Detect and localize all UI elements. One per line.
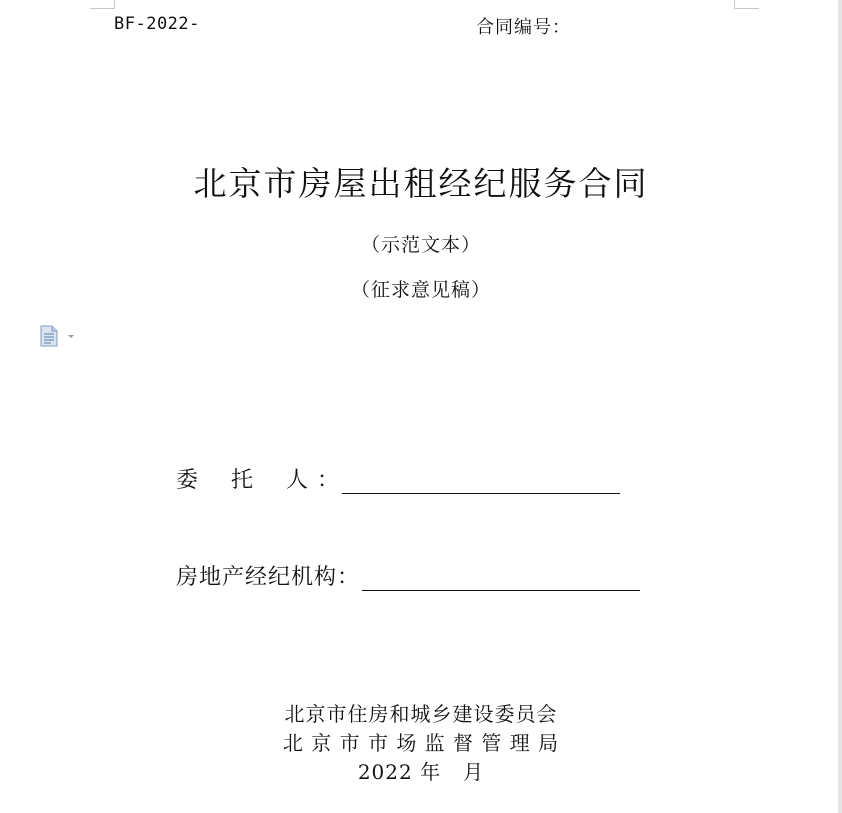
issuer-housing-commission: 北京市住房和城乡建设委员会 (284, 702, 558, 726)
page-corner-mark-top-right (734, 0, 759, 9)
contract-number-label: 合同编号： (476, 17, 571, 38)
document-paste-options-icon[interactable] (40, 325, 80, 347)
page-corner-mark-top-left (90, 0, 115, 9)
issue-date: 2022 年 月 (357, 760, 485, 784)
client-label: 委 托 人 ： (176, 468, 340, 493)
agency-field (176, 560, 640, 591)
subtitle-draft: （征求意见稿） (350, 279, 491, 301)
document-title: 北京市房屋出租经纪服务合同 (193, 164, 649, 203)
client-field (176, 463, 620, 494)
document-code: BF-2022- (114, 14, 200, 34)
page-gutter (838, 0, 842, 813)
agency-blank-line[interactable] (362, 566, 640, 591)
agency-label: 房地产经纪机构： (176, 565, 361, 590)
issuer-market-regulation: 北 京 市 市 场 监 督 管 理 局 (282, 731, 560, 755)
subtitle-template: （示范文本） (360, 234, 481, 256)
client-blank-line[interactable] (342, 469, 620, 494)
